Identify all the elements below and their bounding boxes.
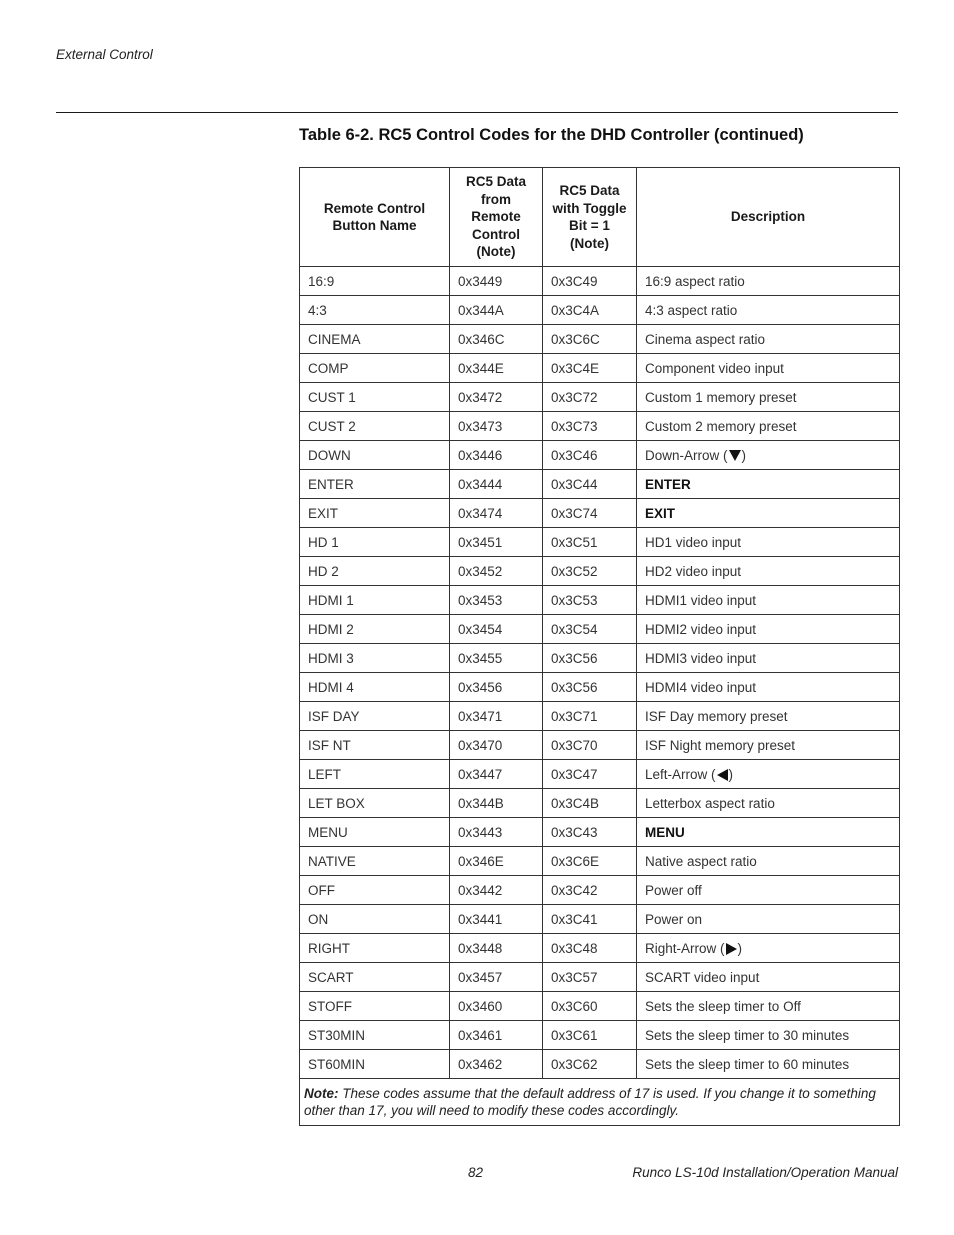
rc5-data-cell: 0x3447 (450, 760, 543, 789)
rc5-data-cell: 0x3454 (450, 615, 543, 644)
table-row (300, 267, 900, 296)
button-name-cell: LEFT (300, 760, 450, 789)
description-cell: HDMI4 video input (637, 673, 900, 702)
description-text: ) (728, 766, 734, 782)
rc5-data-cell: 0x3472 (450, 383, 543, 412)
description-cell (637, 760, 900, 789)
header-line: Button Name (332, 218, 417, 233)
control-codes-table (299, 167, 900, 1126)
header-line: from (481, 191, 511, 207)
table-row (300, 499, 900, 528)
description-cell: 4:3 aspect ratio (637, 296, 900, 325)
description-cell: 16:9 aspect ratio (637, 267, 900, 296)
button-name-cell: 4:3 (300, 296, 450, 325)
page-number: 82 (468, 1165, 484, 1180)
description-cell: Power off (637, 876, 900, 905)
rc5-data-cell: 0x3444 (450, 470, 543, 499)
table-title: Table 6-2. RC5 Control Codes for the DHD Controller (continued) (299, 126, 804, 144)
table-body (300, 267, 900, 1079)
table-header-row (300, 168, 900, 267)
rc5-toggle-cell: 0x3C54 (543, 615, 637, 644)
rc5-toggle-cell: 0x3C73 (543, 412, 637, 441)
description-cell: EXIT (637, 499, 900, 528)
header-line: RC5 Data (559, 183, 620, 198)
button-name-cell: HDMI 1 (300, 586, 450, 615)
rc5-data-cell: 0x3455 (450, 644, 543, 673)
button-name-cell: HD 2 (300, 557, 450, 586)
col-header-rc5-toggle (543, 168, 637, 267)
rc5-data-cell: 0x3474 (450, 499, 543, 528)
table-row (300, 615, 900, 644)
button-name-cell: ISF NT (300, 731, 450, 760)
button-name-cell: ISF DAY (300, 702, 450, 731)
description-cell (637, 934, 900, 963)
rc5-data-cell: 0x344B (450, 789, 543, 818)
description-text: Down-Arrow ( (645, 447, 728, 463)
description-cell: ISF Day memory preset (637, 702, 900, 731)
description-cell (637, 441, 900, 470)
description-cell: ENTER (637, 470, 900, 499)
header-line: Remote Control (323, 200, 426, 216)
rc5-data-cell: 0x344E (450, 354, 543, 383)
header-line: Description (730, 209, 806, 225)
description-cell: ISF Night memory preset (637, 731, 900, 760)
rc5-toggle-cell: 0x3C48 (543, 934, 637, 963)
description-cell: HDMI2 video input (637, 615, 900, 644)
col-header-button-name (300, 168, 450, 267)
table-row (300, 992, 900, 1021)
rc5-toggle-cell: 0x3C46 (543, 441, 637, 470)
rc5-toggle-cell: 0x3C43 (543, 818, 637, 847)
rc5-toggle-cell: 0x3C60 (543, 992, 637, 1021)
table-row (300, 586, 900, 615)
table-row (300, 441, 900, 470)
table-row (300, 1050, 900, 1079)
rc5-toggle-cell: 0x3C41 (543, 905, 637, 934)
note-cell (300, 1079, 900, 1126)
note-label: Note: (304, 1085, 339, 1101)
description-text: Left-Arrow ( (645, 766, 716, 782)
rc5-toggle-cell: 0x3C61 (543, 1021, 637, 1050)
left-triangle-icon (717, 769, 728, 781)
table-row (300, 644, 900, 673)
rc5-data-cell: 0x346C (450, 325, 543, 354)
description-cell: Power on (637, 905, 900, 934)
button-name-cell: ENTER (300, 470, 450, 499)
table-row (300, 789, 900, 818)
rc5-data-cell: 0x3453 (450, 586, 543, 615)
description-cell: Sets the sleep timer to Off (637, 992, 900, 1021)
rc5-data-cell: 0x3462 (450, 1050, 543, 1079)
button-name-cell: OFF (300, 876, 450, 905)
button-name-cell: NATIVE (300, 847, 450, 876)
header-line: Bit = 1 (569, 218, 610, 233)
button-name-cell: EXIT (300, 499, 450, 528)
rc5-toggle-cell: 0x3C42 (543, 876, 637, 905)
button-name-cell: 16:9 (300, 267, 450, 296)
button-name-cell: CUST 2 (300, 412, 450, 441)
rc5-toggle-cell: 0x3C57 (543, 963, 637, 992)
rc5-data-cell: 0x3471 (450, 702, 543, 731)
right-triangle-icon (726, 943, 737, 955)
rc5-toggle-cell: 0x3C6C (543, 325, 637, 354)
table-row (300, 557, 900, 586)
button-name-cell: COMP (300, 354, 450, 383)
table-row (300, 470, 900, 499)
running-head: External Control (56, 47, 153, 62)
rc5-data-cell: 0x3449 (450, 267, 543, 296)
table-row (300, 1021, 900, 1050)
rc5-toggle-cell: 0x3C56 (543, 644, 637, 673)
button-name-cell: HDMI 4 (300, 673, 450, 702)
rc5-toggle-cell: 0x3C71 (543, 702, 637, 731)
rc5-data-cell: 0x3451 (450, 528, 543, 557)
rc5-toggle-cell: 0x3C4E (543, 354, 637, 383)
rc5-toggle-cell: 0x3C70 (543, 731, 637, 760)
col-header-description (637, 168, 900, 267)
header-line: Control (472, 226, 520, 242)
header-line: (Note) (570, 235, 609, 251)
rc5-toggle-cell: 0x3C62 (543, 1050, 637, 1079)
button-name-cell: LET BOX (300, 789, 450, 818)
header-line: (Note) (476, 244, 516, 260)
rc5-data-cell: 0x3441 (450, 905, 543, 934)
table-row (300, 383, 900, 412)
button-name-cell: STOFF (300, 992, 450, 1021)
rc5-toggle-cell: 0x3C56 (543, 673, 637, 702)
rc5-toggle-cell: 0x3C51 (543, 528, 637, 557)
header-line: Remote (471, 209, 521, 225)
button-name-cell: MENU (300, 818, 450, 847)
rc5-data-cell: 0x3473 (450, 412, 543, 441)
rc5-data-cell: 0x346E (450, 847, 543, 876)
col-header-rc5-data (450, 168, 543, 267)
rc5-toggle-cell: 0x3C49 (543, 267, 637, 296)
description-cell: Sets the sleep timer to 60 minutes (637, 1050, 900, 1079)
description-text: Right-Arrow ( (645, 940, 725, 956)
description-text: ) (741, 447, 747, 463)
header-line: RC5 Data (465, 174, 527, 190)
description-cell: HDMI1 video input (637, 586, 900, 615)
button-name-cell: HDMI 2 (300, 615, 450, 644)
table-row (300, 905, 900, 934)
button-name-cell: ON (300, 905, 450, 934)
description-cell: Custom 1 memory preset (637, 383, 900, 412)
rc5-data-cell: 0x3452 (450, 557, 543, 586)
rc5-data-cell: 0x3448 (450, 934, 543, 963)
rc5-data-cell: 0x3456 (450, 673, 543, 702)
rc5-toggle-cell: 0x3C4B (543, 789, 637, 818)
header-rule (56, 112, 898, 113)
button-name-cell: CUST 1 (300, 383, 450, 412)
rc5-data-cell: 0x3446 (450, 441, 543, 470)
table-row (300, 934, 900, 963)
description-cell: HDMI3 video input (637, 644, 900, 673)
button-name-cell: ST60MIN (300, 1050, 450, 1079)
table-row (300, 702, 900, 731)
button-name-cell: SCART (300, 963, 450, 992)
rc5-toggle-cell: 0x3C44 (543, 470, 637, 499)
button-name-cell: ST30MIN (300, 1021, 450, 1050)
rc5-toggle-cell: 0x3C72 (543, 383, 637, 412)
button-name-cell: DOWN (300, 441, 450, 470)
description-cell: Native aspect ratio (637, 847, 900, 876)
rc5-toggle-cell: 0x3C52 (543, 557, 637, 586)
description-cell: Component video input (637, 354, 900, 383)
button-name-cell: RIGHT (300, 934, 450, 963)
rc5-data-cell: 0x3443 (450, 818, 543, 847)
description-cell: Sets the sleep timer to 30 minutes (637, 1021, 900, 1050)
description-cell: MENU (637, 818, 900, 847)
table-row (300, 412, 900, 441)
description-cell: Letterbox aspect ratio (637, 789, 900, 818)
description-cell: Custom 2 memory preset (637, 412, 900, 441)
rc5-toggle-cell: 0x3C53 (543, 586, 637, 615)
table-row (300, 731, 900, 760)
down-triangle-icon (729, 450, 741, 461)
table-row (300, 528, 900, 557)
rc5-data-cell: 0x3470 (450, 731, 543, 760)
description-cell: SCART video input (637, 963, 900, 992)
table-row (300, 354, 900, 383)
button-name-cell: CINEMA (300, 325, 450, 354)
rc5-data-cell: 0x3442 (450, 876, 543, 905)
table-row (300, 760, 900, 789)
table-row (300, 296, 900, 325)
description-cell: HD2 video input (637, 557, 900, 586)
rc5-data-cell: 0x344A (450, 296, 543, 325)
button-name-cell: HDMI 3 (300, 644, 450, 673)
note-text: These codes assume that the default address of 17 is used. If you change it to something other than 17, you will need to modify these codes accordingly. (304, 1085, 876, 1118)
manual-title: Runco LS-10d Installation/Operation Manual (632, 1165, 898, 1180)
rc5-toggle-cell: 0x3C4A (543, 296, 637, 325)
table-row (300, 876, 900, 905)
rc5-data-cell: 0x3457 (450, 963, 543, 992)
table-row (300, 963, 900, 992)
rc5-toggle-cell: 0x3C6E (543, 847, 637, 876)
rc5-data-cell: 0x3460 (450, 992, 543, 1021)
description-cell: Cinema aspect ratio (637, 325, 900, 354)
header-line: with Toggle (552, 200, 627, 216)
table-row (300, 673, 900, 702)
description-text: ) (737, 940, 743, 956)
note-row (300, 1079, 900, 1126)
rc5-data-cell: 0x3461 (450, 1021, 543, 1050)
table-row (300, 325, 900, 354)
description-cell: HD1 video input (637, 528, 900, 557)
table-row (300, 847, 900, 876)
button-name-cell: HD 1 (300, 528, 450, 557)
rc5-toggle-cell: 0x3C74 (543, 499, 637, 528)
rc5-toggle-cell: 0x3C47 (543, 760, 637, 789)
table-row (300, 818, 900, 847)
